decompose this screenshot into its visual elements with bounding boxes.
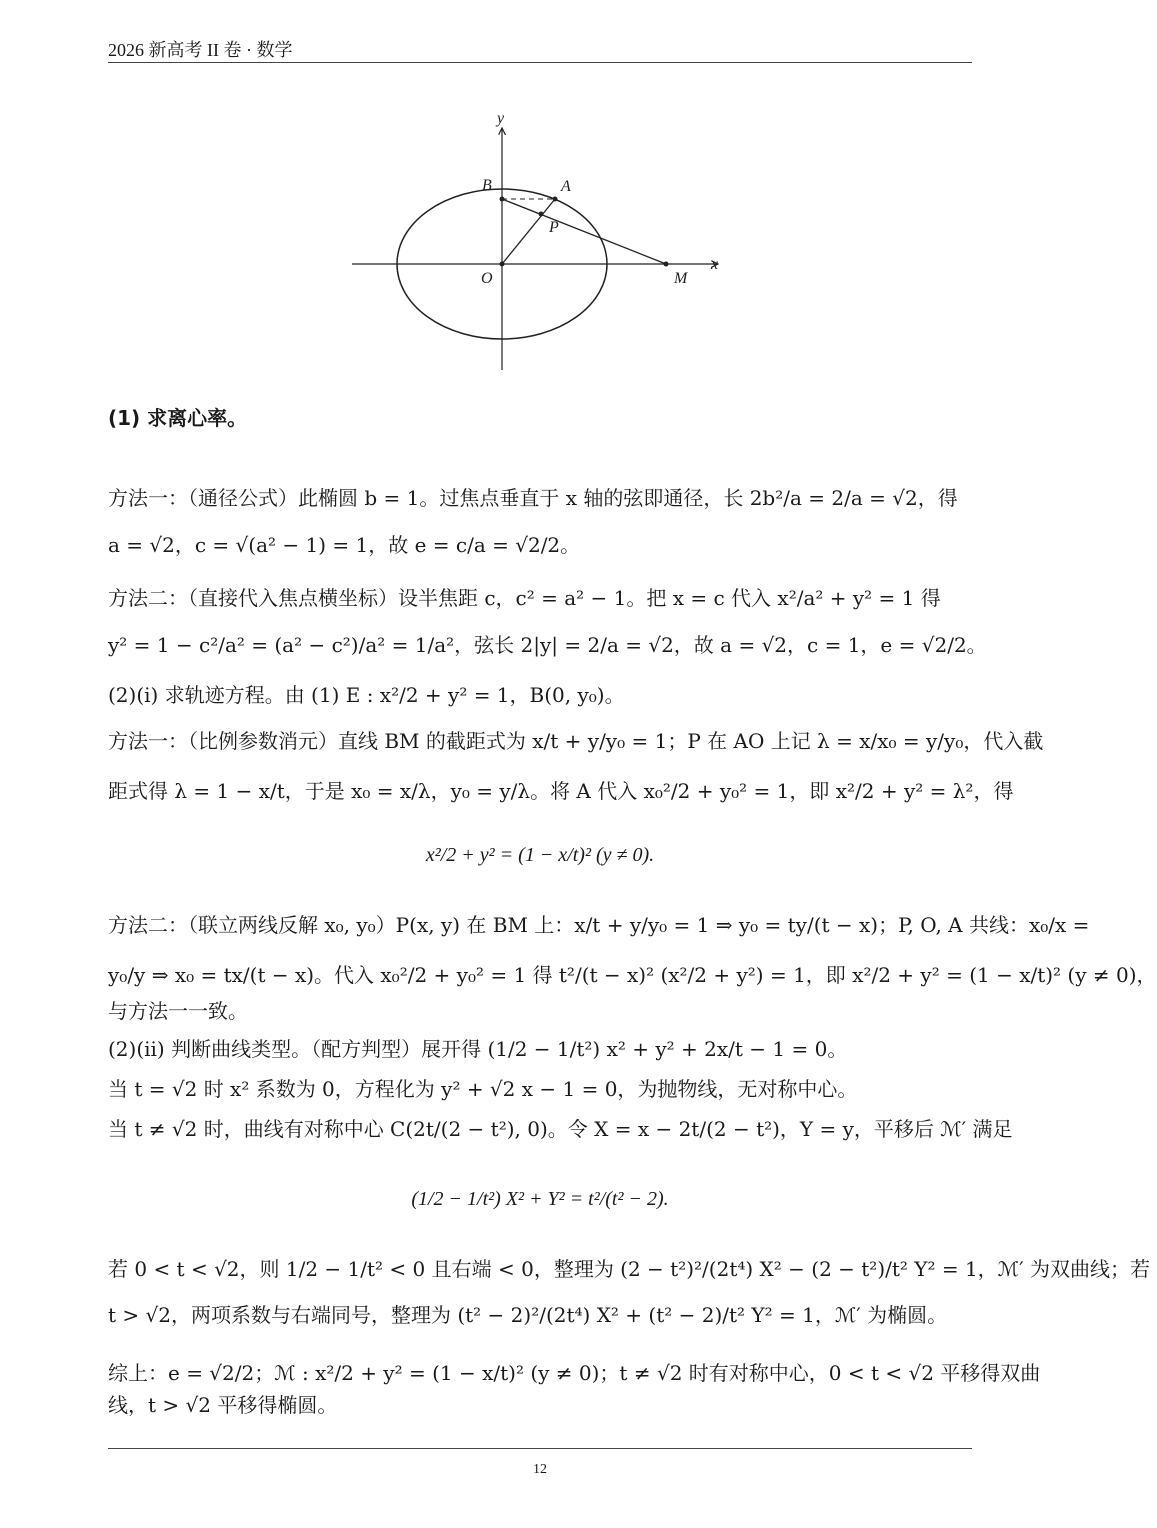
method-1-line-2: a = √2，c = √(a² − 1) = 1，故 e = c/a = √2/2。 xyxy=(108,533,581,557)
section-2i-method-2-line-3: 与方法一一致。 xyxy=(108,999,248,1023)
case-hyperbola: 若 0 < t < √2，则 1/2 − 1/t² < 0 且右端 < 0，整理为 (2 − t²)²/(2t⁴) X² − (2 − t²)/t² Y² = 1，ℳ′ 为双曲线；若 xyxy=(108,1257,1150,1281)
label-p: P xyxy=(549,219,559,236)
point-p xyxy=(539,212,544,217)
footer-rule xyxy=(108,1448,972,1449)
section-1-heading: (1) 求离心率。 xyxy=(108,406,248,430)
trajectory-equation: x²/2 + y² = (1 − x/t)² (y ≠ 0). xyxy=(425,844,655,866)
label-a: A xyxy=(561,178,571,195)
case-center: 当 t ≠ √2 时，曲线有对称中心 C(2t/(2 − t²), 0)。令 X = x − 2t/(2 − t²)，Y = y，平移后 ℳ′ 满足 xyxy=(108,1117,1013,1141)
section-2i-method-1-line-1: 方法一：（比例参数消元）直线 BM 的截距式为 x/t + y/y₀ = 1；P 在 AO 上记 λ = x/x₀ = y/y₀，代入截 xyxy=(108,729,1044,753)
label-m: M xyxy=(674,270,688,287)
summary-line-2: 线，t > √2 平移得椭圆。 xyxy=(108,1393,338,1417)
summary-line-1: 综上：e = √2/2；ℳ : x²/2 + y² = (1 − x/t)² (y ≠ 0)；t ≠ √2 时有对称中心，0 < t < √2 平移得双曲 xyxy=(108,1361,1041,1385)
point-a xyxy=(553,197,558,202)
translated-equation: (1/2 − 1/t²) X² + Y² = t²/(t² − 2). xyxy=(411,1188,669,1210)
header-title: 2026 新高考 II 卷 · 数学 xyxy=(108,40,293,60)
section-2i-method-2-line-2: y₀/y ⇒ x₀ = tx/(t − x)。代入 x₀²/2 + y₀² = 1 得 t²/(t − x)² (x²/2 + y²) = 1，即 x²/2 + y² = (1 − x/t)² (y ≠ 0)， xyxy=(108,963,1157,987)
section-2i-method-1-line-2: 距式得 λ = 1 − x/t，于是 x₀ = x/λ，y₀ = y/λ。将 A 代入 x₀²/2 + y₀² = 1，即 x²/2 + y² = λ²，得 xyxy=(108,779,1014,803)
case-ellipse: t > √2，两项系数与右端同号，整理为 (t² − 2)²/(2t⁴) X² + (t² − 2)/t² Y² = 1，ℳ′ 为椭圆。 xyxy=(108,1303,948,1327)
label-b: B xyxy=(482,177,492,194)
method-2-line-2: y² = 1 − c²/a² = (a² − c²)/a² = 1/a²，弦长 2|y| = 2/a = √2，故 a = √2，c = 1，e = √2/2。 xyxy=(108,633,987,657)
method-1-line-1: 方法一：（通径公式）此椭圆 b = 1。过焦点垂直于 x 轴的弦即通径，长 2b²/a = 2/a = √2，得 xyxy=(108,486,958,510)
label-x: x xyxy=(711,256,719,273)
page-header xyxy=(108,36,972,63)
point-o xyxy=(500,262,505,267)
label-o: O xyxy=(481,270,493,287)
segment-bm xyxy=(502,199,666,264)
section-2i-method-2-line-1: 方法二：（联立两线反解 x₀, y₀）P(x, y) 在 BM 上：x/t + y/y₀ = 1 ⇒ y₀ = ty/(t − x)；P, O, A 共线：x₀/x = xyxy=(108,913,1090,937)
segment-oa xyxy=(502,199,555,264)
ellipse-figure xyxy=(340,108,740,378)
page-number: 12 xyxy=(533,1462,547,1477)
label-y: y xyxy=(497,110,505,127)
point-m xyxy=(664,262,669,267)
case-parabola: 当 t = √2 时 x² 系数为 0，方程化为 y² + √2 x − 1 = 0，为抛物线，无对称中心。 xyxy=(108,1077,858,1101)
ellipse-diagram xyxy=(340,108,740,378)
point-b xyxy=(500,197,505,202)
section-2ii-heading: (2)(ii) 判断曲线类型。（配方判型）展开得 (1/2 − 1/t²) x² + y² + 2x/t − 1 = 0。 xyxy=(108,1037,848,1061)
method-2-line-1: 方法二：（直接代入焦点横坐标）设半焦距 c，c² = a² − 1。把 x = c 代入 x²/a² + y² = 1 得 xyxy=(108,586,941,610)
section-2i-heading: (2)(i) 求轨迹方程。由 (1) E : x²/2 + y² = 1，B(0, y₀)。 xyxy=(108,683,625,707)
